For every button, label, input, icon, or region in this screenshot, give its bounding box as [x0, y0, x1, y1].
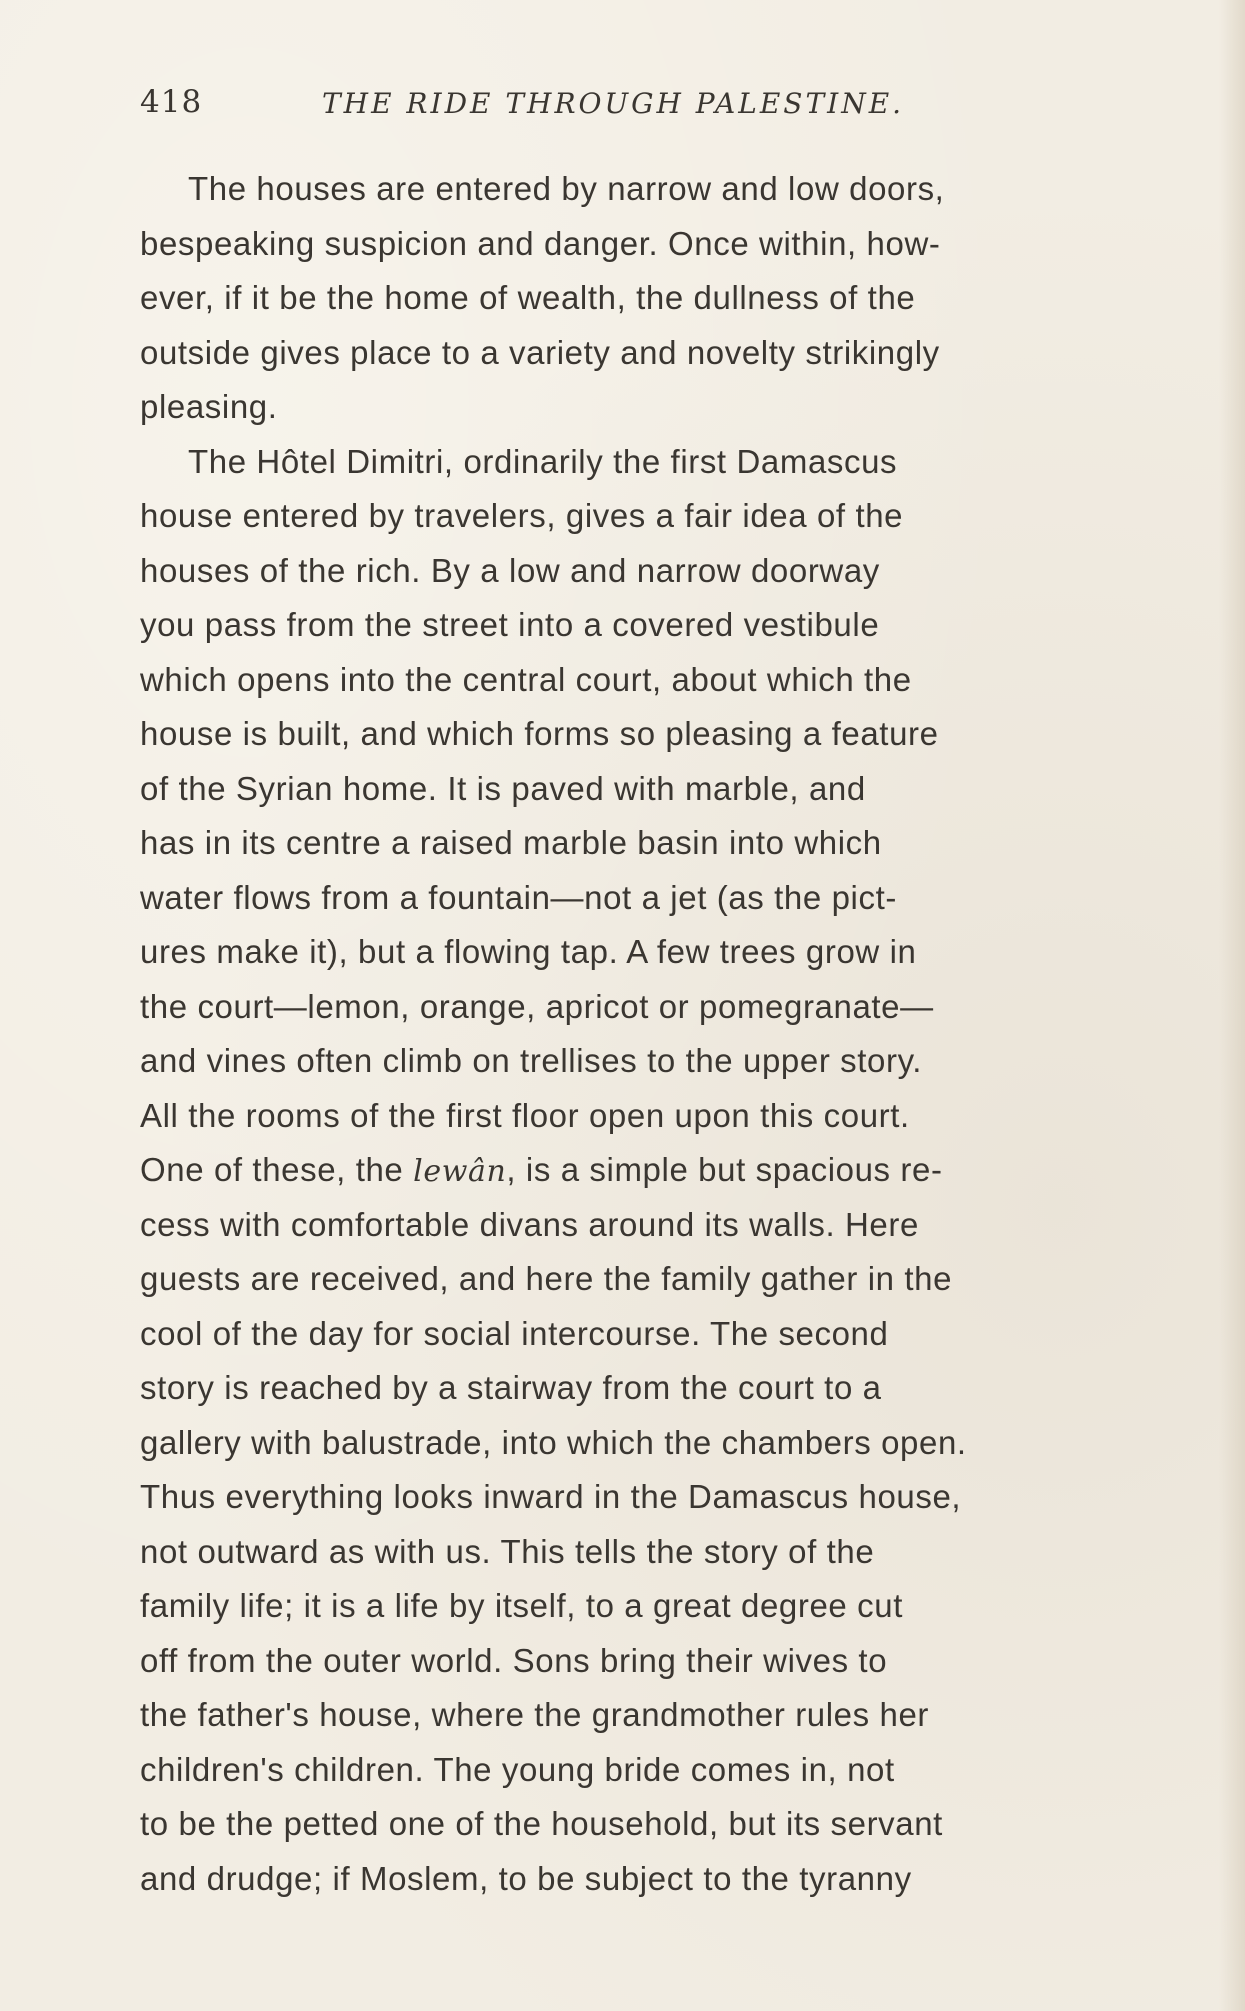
text-line: guests are received, and here the family gather in the — [140, 1260, 953, 1297]
text-line: family life; it is a life by itself, to a great degree cut — [140, 1587, 903, 1624]
text-line: not outward as with us. This tells the story of the — [140, 1532, 875, 1570]
text-line: house entered by travelers, gives a fair idea of the — [140, 497, 904, 534]
text-line: house is built, and which forms so pleasing a feature — [140, 715, 939, 752]
text-line: houses of the rich. By a low and narrow doorway — [140, 551, 880, 589]
text-line: off from the outer world. Sons bring their wives to — [140, 1641, 888, 1679]
text-line: which opens into the central court, about which the — [140, 660, 912, 698]
text-line: outside gives place to a variety and novelty strikingly — [140, 333, 940, 371]
text-line: ever, if it be the home of wealth, the dullness of the — [140, 279, 916, 316]
text-line: and drudge; if Moslem, to be subject to the tyranny — [140, 1859, 912, 1897]
text-line: ures make it), but a flowing tap. A few trees grow in — [140, 933, 917, 970]
text-line: the father's house, where the grandmother rules her — [140, 1696, 930, 1733]
text-line: water flows from a fountain—not a jet (as the pict- — [140, 878, 897, 916]
text-segment: , is a simple but spacious re- — [506, 1151, 943, 1188]
text-line: bespeaking suspicion and danger. Once within, how- — [140, 224, 941, 262]
text-line: to be the petted one of the household, but its servant — [140, 1805, 943, 1842]
text-line: story is reached by a stairway from the court to a — [140, 1369, 882, 1406]
body-text — [140, 162, 1170, 1906]
text-line: Thus everything looks inward in the Damascus house, — [140, 1478, 962, 1515]
text-line: has in its centre a raised marble basin into which — [140, 824, 882, 861]
text-line: All the rooms of the first floor open upon this court. — [140, 1096, 910, 1134]
text-line: cool of the day for social intercourse. The second — [140, 1314, 889, 1352]
page-number: 418 — [140, 84, 203, 120]
text-line: The houses are entered by narrow and low doors, — [188, 170, 945, 207]
running-title: THE RIDE THROUGH PALESTINE. — [322, 87, 905, 120]
text-line: you pass from the street into a covered vestibule — [140, 606, 880, 643]
text-line: cess with comfortable divans around its walls. Here — [140, 1205, 919, 1243]
text-line: The Hôtel Dimitri, ordinarily the first Damascus — [188, 442, 898, 480]
text-line: gallery with balustrade, into which the chambers open. — [140, 1423, 967, 1461]
text-line — [140, 1143, 1170, 1198]
italic-term-lewan: lewân — [413, 1154, 507, 1189]
text-line: pleasing. — [140, 388, 278, 425]
text-segment: One of these, the — [140, 1151, 414, 1188]
text-line: the court—lemon, orange, apricot or pomegranate— — [140, 987, 934, 1025]
text-line: of the Syrian home. It is paved with marble, and — [140, 769, 866, 807]
page-header — [140, 84, 1100, 134]
text-line: and vines often climb on trellises to the upper story. — [140, 1042, 923, 1079]
text-line: children's children. The young bride comes in, not — [140, 1750, 895, 1788]
